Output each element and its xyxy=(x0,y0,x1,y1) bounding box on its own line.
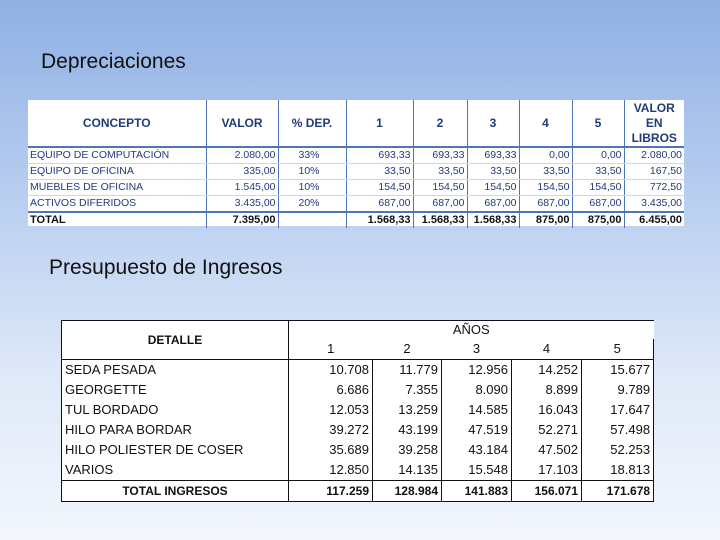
ingresos-cell-year-5: 18.813 xyxy=(582,460,654,481)
ingresos-cell-year-3: 43.184 xyxy=(442,440,512,460)
table-row xyxy=(62,460,654,481)
dep-header-row xyxy=(28,100,684,147)
dep-total-year-3: 1.568,33 xyxy=(467,212,519,228)
dep-cell-year-4: 687,00 xyxy=(519,196,572,213)
ingresos-cell-detalle: TUL BORDADO xyxy=(62,400,289,420)
dep-header-year-2: 2 xyxy=(413,100,467,147)
depreciaciones-table xyxy=(28,100,684,228)
dep-cell-year-1: 154,50 xyxy=(346,180,413,196)
ingresos-cell-year-3: 15.548 xyxy=(442,460,512,481)
dep-header-year-1: 1 xyxy=(346,100,413,147)
table-row xyxy=(28,196,684,213)
dep-cell-pct: 10% xyxy=(278,164,346,180)
ingresos-cell-year-5: 57.498 xyxy=(582,420,654,440)
ingresos-header-year-3: 3 xyxy=(472,341,481,356)
dep-cell-pct: 10% xyxy=(278,180,346,196)
dep-cell-libros: 3.435,00 xyxy=(624,196,684,213)
ingresos-cell-year-4: 16.043 xyxy=(512,400,582,420)
ingresos-header-year-4: 4 xyxy=(542,341,551,356)
dep-cell-year-1: 33,50 xyxy=(346,164,413,180)
dep-cell-year-4: 33,50 xyxy=(519,164,572,180)
ingresos-cell-year-1: 6.686 xyxy=(289,380,373,400)
dep-cell-libros: 2.080,00 xyxy=(624,147,684,164)
presupuesto-title: Presupuesto de Ingresos xyxy=(49,256,283,279)
ingresos-cell-year-1: 39.272 xyxy=(289,420,373,440)
dep-total-year-2: 1.568,33 xyxy=(413,212,467,228)
ingresos-cell-year-4: 8.899 xyxy=(512,380,582,400)
dep-cell-year-5: 0,00 xyxy=(572,147,624,164)
ingresos-cell-year-2: 13.259 xyxy=(373,400,442,420)
ingresos-cell-year-1: 12.053 xyxy=(289,400,373,420)
dep-cell-year-2: 154,50 xyxy=(413,180,467,196)
dep-cell-year-1: 687,00 xyxy=(346,196,413,213)
ingresos-header-anios: AÑOS xyxy=(289,321,654,340)
dep-header-concepto: CONCEPTO xyxy=(28,100,206,147)
dep-cell-concepto: MUEBLES DE OFICINA xyxy=(28,180,206,196)
dep-header-valor-libros xyxy=(624,100,684,147)
dep-cell-year-4: 154,50 xyxy=(519,180,572,196)
table-row xyxy=(28,147,684,164)
dep-total-row xyxy=(28,212,684,228)
dep-cell-year-4: 0,00 xyxy=(519,147,572,164)
dep-header-year-4: 4 xyxy=(519,100,572,147)
ingresos-total-year-1: 117.259 xyxy=(289,481,373,502)
dep-cell-year-3: 33,50 xyxy=(467,164,519,180)
ingresos-cell-detalle: GEORGETTE xyxy=(62,380,289,400)
dep-header-valor-libros-line1: VALOR EN xyxy=(633,100,675,130)
depreciaciones-title: Depreciaciones xyxy=(41,50,186,73)
dep-total-label: TOTAL xyxy=(28,212,206,228)
table-row xyxy=(28,164,684,180)
ingresos-header-year-1: 1 xyxy=(327,341,335,356)
ingresos-total-year-5: 171.678 xyxy=(582,481,654,502)
table-row xyxy=(62,400,654,420)
dep-header-valor: VALOR xyxy=(206,100,278,147)
ingresos-cell-detalle: SEDA PESADA xyxy=(62,360,289,381)
ingresos-total-year-2: 128.984 xyxy=(373,481,442,502)
dep-cell-year-5: 154,50 xyxy=(572,180,624,196)
dep-cell-concepto: EQUIPO DE COMPUTACIÓN xyxy=(28,147,206,164)
ingresos-cell-year-4: 52.271 xyxy=(512,420,582,440)
ingresos-cell-detalle: VARIOS xyxy=(62,460,289,481)
ingresos-cell-year-2: 11.779 xyxy=(373,360,442,381)
ingresos-header-detalle: DETALLE xyxy=(62,321,289,360)
dep-cell-year-2: 693,33 xyxy=(413,147,467,164)
ingresos-total-row xyxy=(62,481,654,502)
dep-cell-valor: 1.545,00 xyxy=(206,180,278,196)
dep-cell-valor: 3.435,00 xyxy=(206,196,278,213)
dep-cell-valor: 2.080,00 xyxy=(206,147,278,164)
ingresos-cell-year-2: 39.258 xyxy=(373,440,442,460)
table-row xyxy=(62,360,654,381)
dep-header-year-3: 3 xyxy=(467,100,519,147)
ingresos-cell-detalle: HILO PARA BORDAR xyxy=(62,420,289,440)
table-row xyxy=(62,380,654,400)
dep-header-valor-libros-line2: LIBROS xyxy=(631,130,677,145)
ingresos-cell-year-2: 43.199 xyxy=(373,420,442,440)
ingresos-cell-year-5: 52.253 xyxy=(582,440,654,460)
dep-cell-concepto: ACTIVOS DIFERIDOS xyxy=(28,196,206,213)
dep-cell-year-3: 154,50 xyxy=(467,180,519,196)
ingresos-cell-year-4: 14.252 xyxy=(512,360,582,381)
ingresos-cell-year-3: 12.956 xyxy=(442,360,512,381)
ingresos-total-year-3: 141.883 xyxy=(442,481,512,502)
dep-cell-year-3: 687,00 xyxy=(467,196,519,213)
ingresos-table xyxy=(61,320,654,502)
ingresos-total-label: TOTAL INGRESOS xyxy=(62,481,289,502)
ingresos-cell-year-3: 47.519 xyxy=(442,420,512,440)
dep-cell-year-2: 687,00 xyxy=(413,196,467,213)
ingresos-header-year-5: 5 xyxy=(582,339,654,360)
ingresos-header-row-1 xyxy=(62,321,654,340)
ingresos-cell-year-4: 17.103 xyxy=(512,460,582,481)
dep-cell-libros: 167,50 xyxy=(624,164,684,180)
dep-header-year-5: 5 xyxy=(572,100,624,147)
ingresos-cell-year-1: 35.689 xyxy=(289,440,373,460)
depreciaciones-table-container xyxy=(28,100,684,226)
ingresos-cell-year-2: 14.135 xyxy=(373,460,442,481)
ingresos-cell-year-5: 17.647 xyxy=(582,400,654,420)
dep-total-year-1: 1.568,33 xyxy=(346,212,413,228)
dep-cell-year-2: 33,50 xyxy=(413,164,467,180)
dep-total-valor: 7.395,00 xyxy=(206,212,278,228)
dep-total-pct xyxy=(278,212,346,228)
dep-cell-valor: 335,00 xyxy=(206,164,278,180)
dep-cell-year-3: 693,33 xyxy=(467,147,519,164)
dep-cell-year-1: 693,33 xyxy=(346,147,413,164)
ingresos-cell-year-2: 7.355 xyxy=(373,380,442,400)
dep-cell-year-5: 33,50 xyxy=(572,164,624,180)
table-row xyxy=(28,180,684,196)
dep-total-year-5: 875,00 xyxy=(572,212,624,228)
table-row xyxy=(62,420,654,440)
dep-total-year-4: 875,00 xyxy=(519,212,572,228)
ingresos-total-year-4: 156.071 xyxy=(512,481,582,502)
ingresos-cell-year-4: 47.502 xyxy=(512,440,582,460)
ingresos-cell-year-1: 12.850 xyxy=(289,460,373,481)
ingresos-cell-year-1: 10.708 xyxy=(289,360,373,381)
dep-cell-year-5: 687,00 xyxy=(572,196,624,213)
ingresos-header-year-2: 2 xyxy=(403,341,411,356)
dep-header-pct: % DEP. xyxy=(278,100,346,147)
ingresos-cell-year-3: 14.585 xyxy=(442,400,512,420)
dep-cell-libros: 772,50 xyxy=(624,180,684,196)
ingresos-cell-detalle: HILO POLIESTER DE COSER xyxy=(62,440,289,460)
dep-cell-concepto: EQUIPO DE OFICINA xyxy=(28,164,206,180)
dep-cell-pct: 20% xyxy=(278,196,346,213)
ingresos-cell-year-3: 8.090 xyxy=(442,380,512,400)
dep-cell-pct: 33% xyxy=(278,147,346,164)
dep-total-libros: 6.455,00 xyxy=(624,212,684,228)
ingresos-cell-year-5: 9.789 xyxy=(582,380,654,400)
ingresos-cell-year-5: 15.677 xyxy=(582,360,654,381)
table-row xyxy=(62,440,654,460)
